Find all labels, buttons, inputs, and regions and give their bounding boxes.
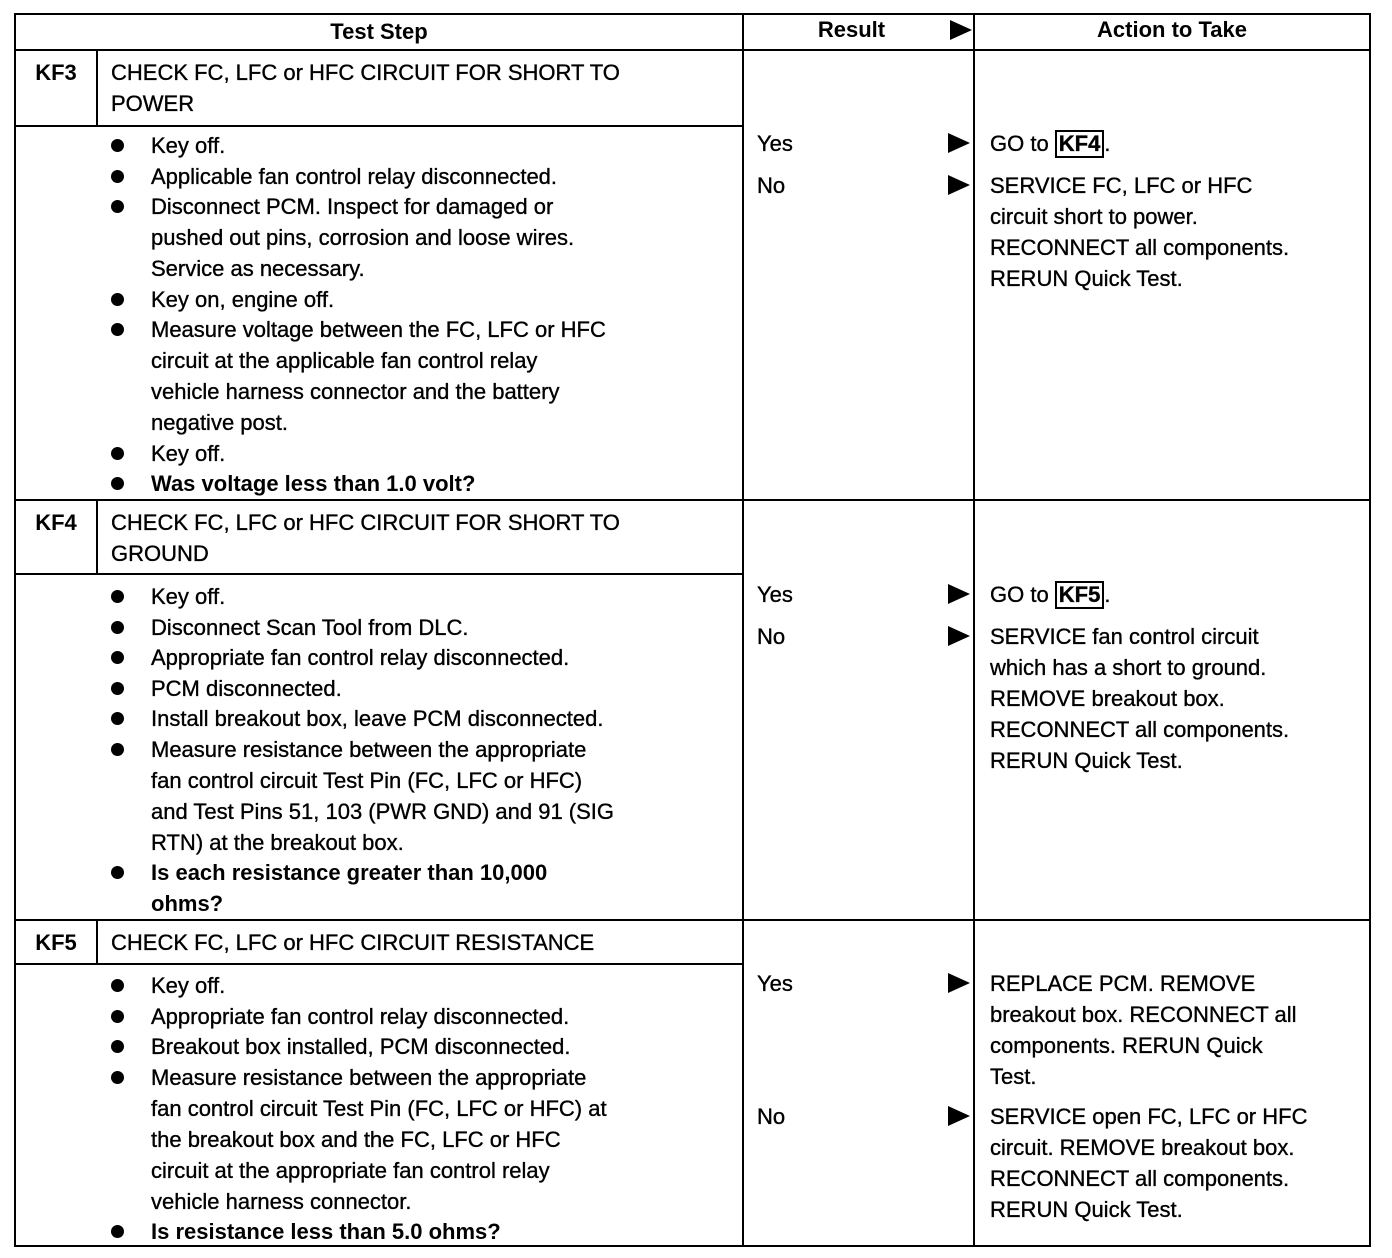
section-divider bbox=[14, 499, 1371, 501]
header-test-step: Test Step bbox=[330, 19, 428, 44]
table-border-right bbox=[1369, 13, 1371, 1247]
bullet-icon bbox=[111, 590, 124, 603]
step-title: CHECK FC, LFC or HFC CIRCUIT FOR SHORT TO GROUND bbox=[111, 510, 620, 566]
step-instruction: Key off. bbox=[151, 133, 226, 158]
step-title: CHECK FC, LFC or HFC CIRCUIT FOR SHORT TO POWER bbox=[111, 60, 620, 116]
step-id: KF4 bbox=[35, 510, 77, 535]
title-divider bbox=[14, 573, 743, 575]
bullet-icon bbox=[111, 712, 124, 725]
result-column-divider bbox=[742, 13, 744, 1247]
step-id: KF5 bbox=[35, 930, 77, 955]
id-column-divider bbox=[96, 920, 98, 963]
id-column-divider bbox=[96, 50, 98, 125]
step-instruction: Key on, engine off. bbox=[151, 286, 335, 312]
result-no: No bbox=[757, 1104, 786, 1129]
step-instruction: Key off. bbox=[151, 584, 226, 609]
step-title: CHECK FC, LFC or HFC CIRCUIT RESISTANCE bbox=[111, 930, 595, 955]
action-yes bbox=[990, 128, 1365, 159]
step-instruction: Key off. bbox=[151, 440, 226, 466]
step-instruction: Disconnect PCM. Inspect for damaged or pushed out pins, corrosion and loose wires. Service as necessary. bbox=[151, 194, 575, 281]
bullet-icon bbox=[111, 621, 124, 634]
bullet-icon bbox=[111, 293, 124, 306]
result-yes: Yes bbox=[757, 582, 793, 607]
arrow-right-icon bbox=[948, 1106, 970, 1126]
action-no: SERVICE fan control circuit which has a short to ground. REMOVE breakout box. RECONNECT all components. RERUN Quick Test. bbox=[990, 624, 1290, 773]
title-divider bbox=[14, 125, 743, 127]
action-suffix: . bbox=[1104, 131, 1111, 156]
arrow-right-icon bbox=[950, 20, 972, 40]
action-suffix: . bbox=[1104, 582, 1111, 607]
arrow-right-icon bbox=[948, 973, 970, 993]
action-no: SERVICE FC, LFC or HFC circuit short to power. RECONNECT all components. RERUN Quick Test. bbox=[990, 173, 1290, 291]
step-instruction: Appropriate fan control relay disconnected. bbox=[151, 645, 570, 670]
step-instruction: Is each resistance greater than 10,000 ohms? bbox=[151, 860, 548, 916]
action-column-divider bbox=[973, 13, 975, 1247]
bullet-icon bbox=[111, 682, 124, 695]
bullet-icon bbox=[111, 139, 124, 152]
bullet-icon bbox=[111, 323, 124, 336]
id-column-divider bbox=[96, 500, 98, 573]
step-instruction: Applicable fan control relay disconnected. bbox=[151, 163, 558, 189]
step-instruction: Measure resistance between the appropriate fan control circuit Test Pin (FC, LFC or HFC) at the breakout box and the FC, LFC or HFC circuit at the appropriate fan control relay vehicle harness connector. bbox=[151, 1064, 607, 1214]
title-divider bbox=[14, 963, 743, 965]
result-no: No bbox=[757, 173, 786, 198]
arrow-right-icon bbox=[948, 175, 970, 195]
step-reference-link[interactable]: KF4 bbox=[1055, 130, 1105, 158]
bullet-icon bbox=[111, 200, 124, 213]
bullet-icon bbox=[111, 1071, 124, 1084]
header-action: Action to Take bbox=[1097, 17, 1247, 42]
result-yes: Yes bbox=[757, 971, 793, 996]
arrow-right-icon bbox=[948, 584, 970, 604]
step-instruction: PCM disconnected. bbox=[151, 675, 342, 701]
result-no: No bbox=[757, 624, 786, 649]
step-instruction: Key off. bbox=[151, 973, 226, 998]
step-instruction: Disconnect Scan Tool from DLC. bbox=[151, 614, 469, 640]
arrow-right-icon bbox=[948, 626, 970, 646]
header-result: Result bbox=[817, 17, 886, 42]
arrow-right-icon bbox=[948, 133, 970, 153]
step-instruction: Measure resistance between the appropriate fan control circuit Test Pin (FC, LFC or HFC) and Test Pins 51, 103 (PWR GND) and 91 (SIG RTN) at the breakout box. bbox=[151, 736, 615, 855]
bullet-icon bbox=[111, 743, 124, 756]
step-instruction: Was voltage less than 1.0 volt? bbox=[151, 471, 476, 496]
table-border-left bbox=[14, 13, 16, 1247]
action-prefix: GO to bbox=[990, 131, 1055, 156]
step-instruction: Is resistance less than 5.0 ohms? bbox=[151, 1219, 501, 1244]
action-no: SERVICE open FC, LFC or HFC circuit. REMOVE breakout box. RECONNECT all components. RERUN Quick Test. bbox=[990, 1104, 1308, 1222]
action-yes bbox=[990, 579, 1365, 610]
header-divider bbox=[14, 49, 1371, 51]
bullet-icon bbox=[111, 1040, 124, 1053]
bullet-icon bbox=[111, 1010, 124, 1023]
step-instruction: Breakout box installed, PCM disconnected. bbox=[151, 1034, 571, 1059]
step-reference-link[interactable]: KF5 bbox=[1055, 581, 1105, 609]
step-instruction: Install breakout box, leave PCM disconnected. bbox=[151, 706, 604, 731]
bullet-icon bbox=[111, 447, 124, 460]
bullet-icon bbox=[111, 866, 124, 879]
result-yes: Yes bbox=[757, 131, 793, 156]
bullet-icon bbox=[111, 170, 124, 183]
action-prefix: GO to bbox=[990, 582, 1055, 607]
step-id: KF3 bbox=[35, 60, 77, 85]
bullet-icon bbox=[111, 651, 124, 664]
step-instruction: Appropriate fan control relay disconnected. bbox=[151, 1003, 570, 1029]
section-divider bbox=[14, 919, 1371, 921]
bullet-icon bbox=[111, 1225, 124, 1238]
bullet-icon bbox=[111, 979, 124, 992]
action-yes: REPLACE PCM. REMOVE breakout box. RECONNECT all components. RERUN Quick Test. bbox=[990, 971, 1297, 1089]
bullet-icon bbox=[111, 477, 124, 490]
step-instruction: Measure voltage between the FC, LFC or HFC circuit at the applicable fan control relay vehicle harness connector and the battery negative post. bbox=[151, 317, 606, 435]
